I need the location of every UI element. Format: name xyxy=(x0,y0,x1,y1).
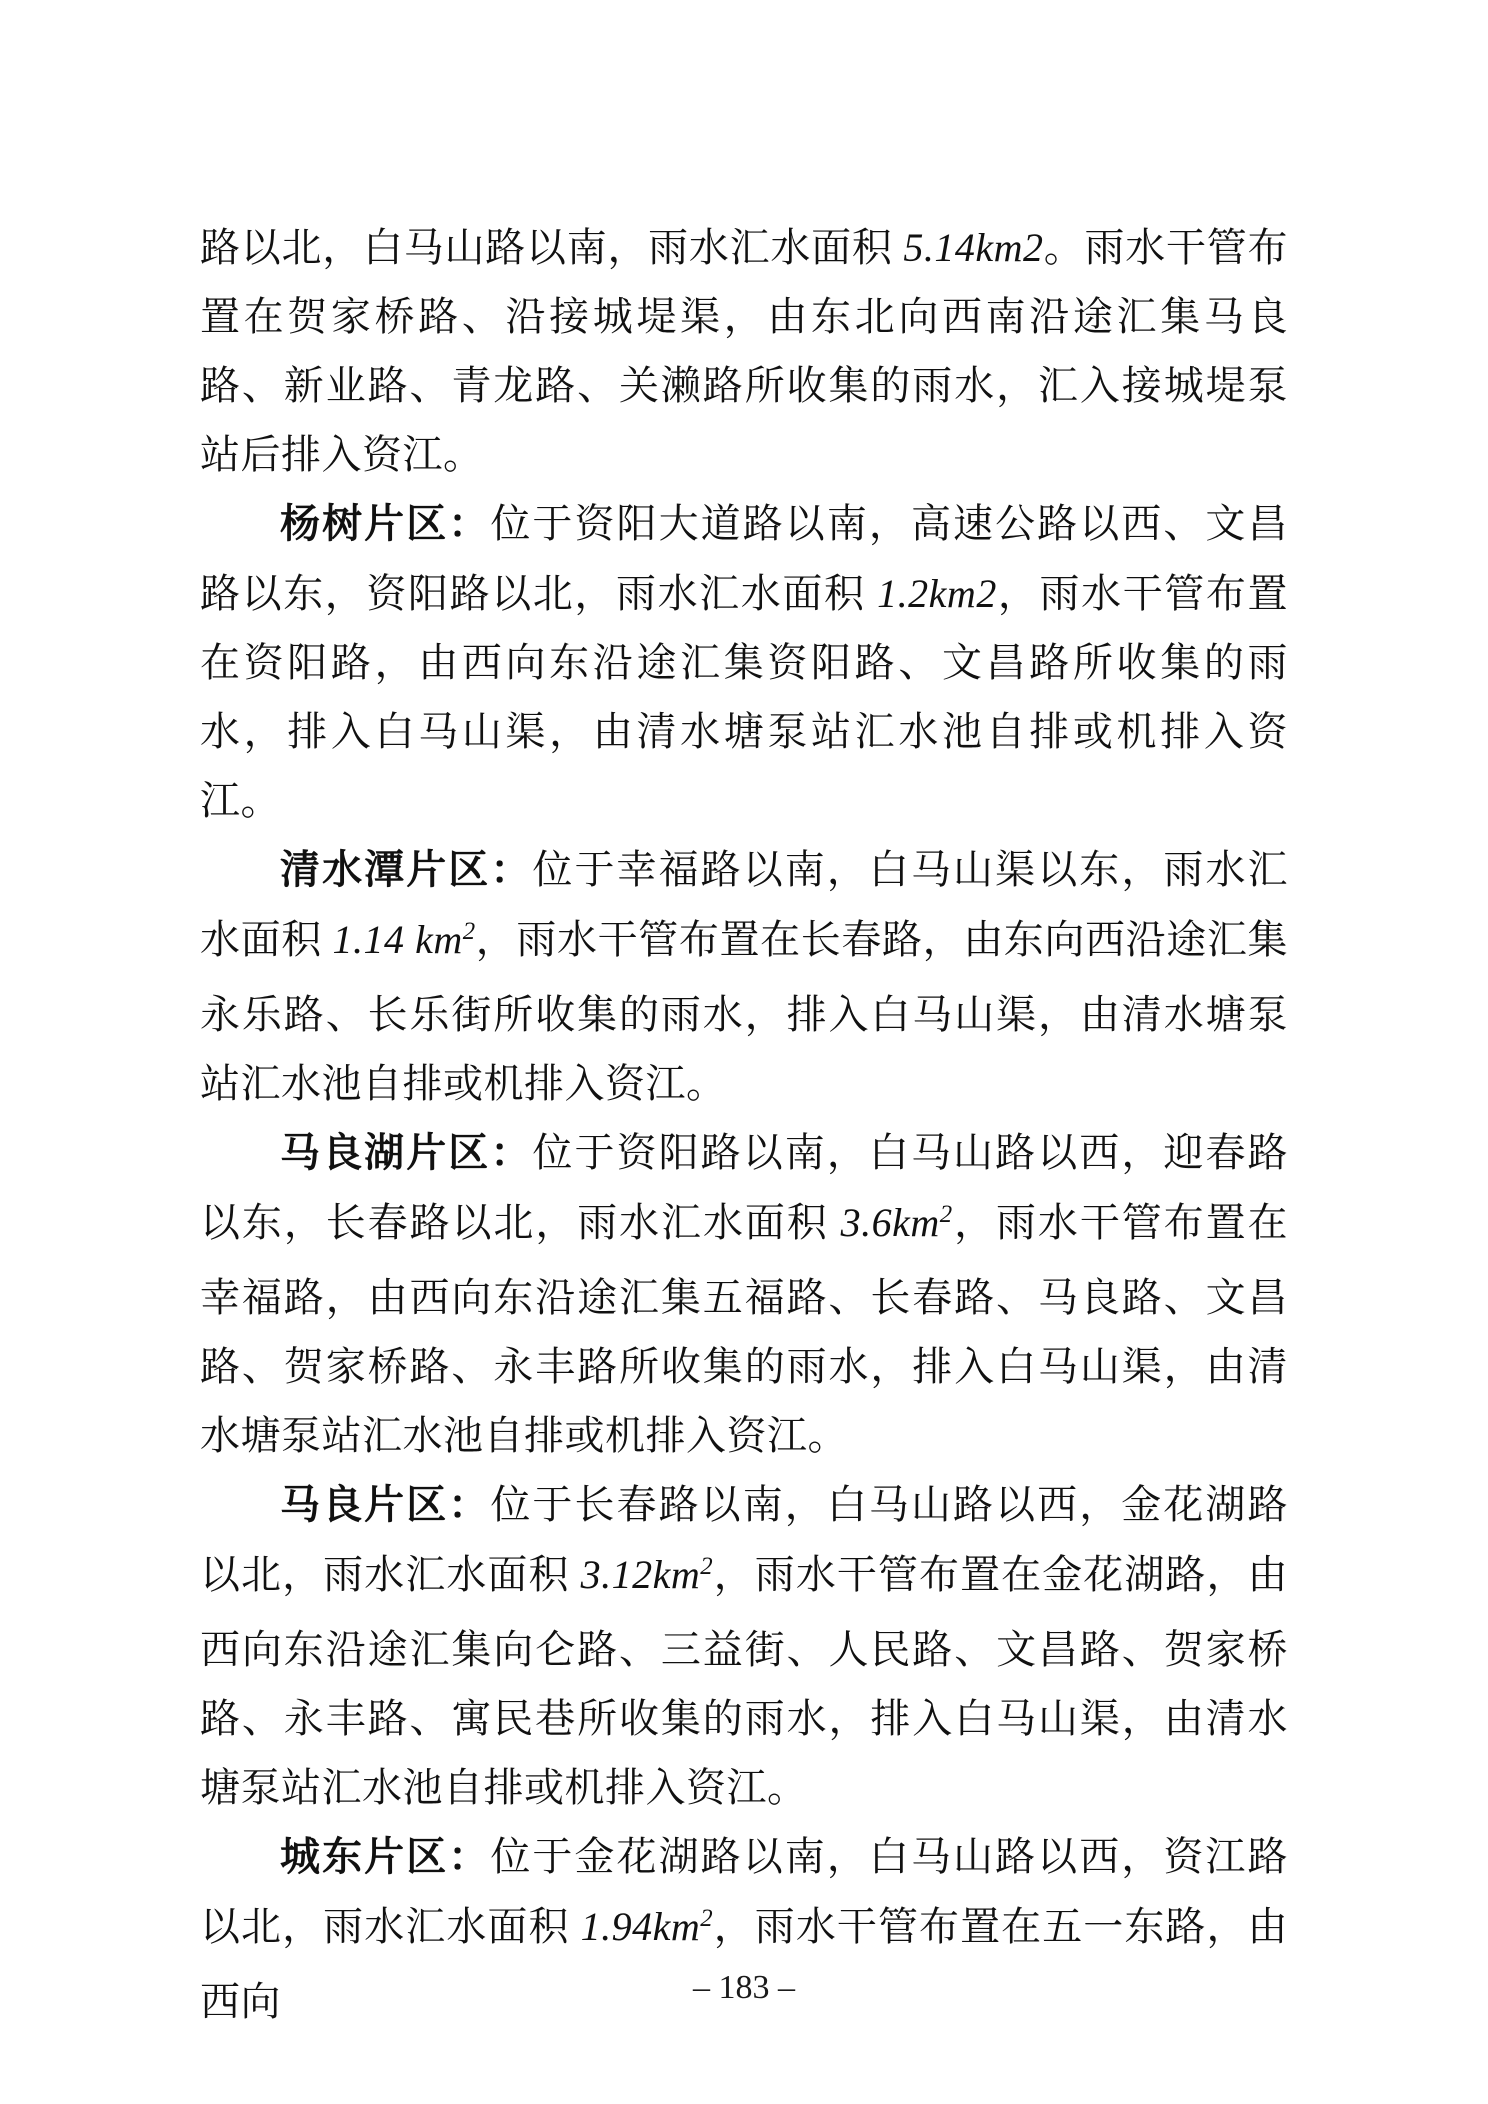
text-run: 。雨水干管布置在贺家桥路、沿接城堤渠，由东北向西南沿途汇集马良路、新业路、青龙路、关濑路所收集的雨水，汇入接城堤泵站后排入资江。 xyxy=(200,225,1289,477)
text-run: 3.12km xyxy=(580,1552,701,1597)
text-run: 1.14 km xyxy=(332,917,463,962)
text-run: ，雨水干管布置在资阳路，由西向东沿途汇集资阳路、文昌路所收集的雨水，排入白马山渠，由清水塘泵站汇水池自排或机排入资江。 xyxy=(200,571,1289,823)
text-run: 2 xyxy=(462,918,476,946)
paragraph xyxy=(200,213,1288,489)
text-run: 位于幸福路以南，白马山渠以东，雨水汇水面积 xyxy=(200,847,1289,962)
section-title: 马良片区： xyxy=(280,1483,491,1527)
page-number: – 183 – xyxy=(693,1969,795,2006)
text-run: ，雨水干管布置在金花湖路，由西向东沿途汇集向仑路、三益街、人民路、文昌路、贺家桥路、永丰路、寓民巷所收集的雨水，排入白马山渠，由清水塘泵站汇水池自排或机排入资江。 xyxy=(200,1552,1289,1810)
section-title: 马良湖片区： xyxy=(280,1131,533,1175)
paragraph xyxy=(200,1118,1288,1470)
text-run: 5.14km2 xyxy=(903,225,1044,270)
paragraph xyxy=(200,1470,1288,1822)
section-title: 清水潭片区： xyxy=(280,848,533,892)
text-run: 2 xyxy=(700,1905,714,1933)
section-title: 城东片区： xyxy=(280,1835,491,1879)
paragraph xyxy=(200,835,1288,1118)
text-run: 1.94km xyxy=(580,1904,701,1949)
text-run: 路以北，白马山路以南，雨水汇水面积 xyxy=(200,225,904,270)
text-run: 位于资阳路以南，白马山路以西，迎春路以东，长春路以北，雨水汇水面积 xyxy=(200,1130,1289,1245)
text-run: 2 xyxy=(939,1201,953,1229)
text-run: 3.6km xyxy=(840,1200,940,1245)
paragraph xyxy=(200,489,1288,835)
text-run: 位于金花湖路以南，白马山路以西，资江路以北，雨水汇水面积 xyxy=(200,1834,1289,1949)
text-run: ，雨水干管布置在幸福路，由西向东沿途汇集五福路、长春路、马良路、文昌路、贺家桥路、永丰路所收集的雨水，排入白马山渠，由清水塘泵站汇水池自排或机排入资江。 xyxy=(200,1200,1289,1458)
text-run: 1.2km2 xyxy=(877,571,997,616)
text-run: 位于长春路以南，白马山路以西，金花湖路以北，雨水汇水面积 xyxy=(200,1482,1289,1597)
text-run: 2 xyxy=(700,1553,714,1581)
document-body xyxy=(200,213,1288,2036)
text-run: ，雨水干管布置在五一东路，由西向 xyxy=(200,1904,1289,2024)
text-run: ，雨水干管布置在长春路，由东向西沿途汇集永乐路、长乐街所收集的雨水，排入白马山渠，由清水塘泵站汇水池自排或机排入资江。 xyxy=(200,917,1289,1106)
section-title: 杨树片区： xyxy=(280,502,491,546)
text-run: 位于资阳大道路以南，高速公路以西、文昌路以东，资阳路以北，雨水汇水面积 xyxy=(200,501,1289,616)
